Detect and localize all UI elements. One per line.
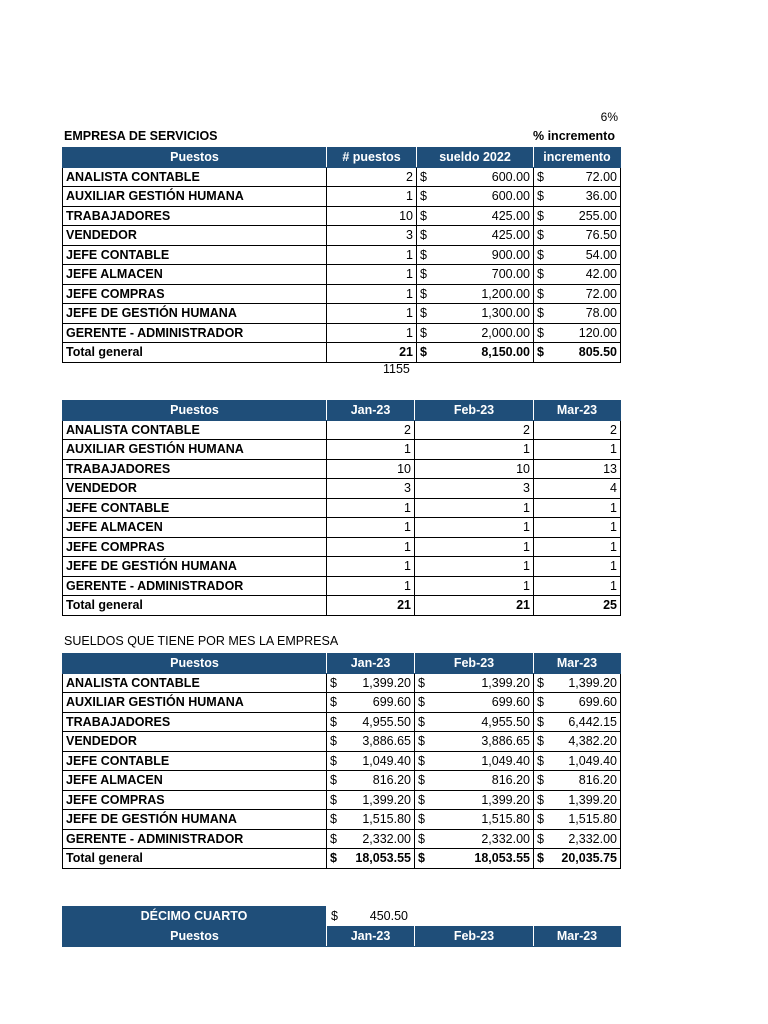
salary-cell-value: 425.00 [491, 208, 530, 223]
mar-cell: 13 [534, 459, 621, 479]
feb-cell [415, 751, 534, 771]
table-header-row [63, 148, 621, 168]
salary-cell-value: 1,300.00 [481, 306, 530, 321]
feb-cell-value: 1,399.20 [481, 675, 530, 690]
table-header-row [63, 401, 621, 421]
currency-symbol: $ [420, 247, 427, 262]
col-header-feb: Feb-23 [415, 401, 534, 421]
total-salary-cell [417, 343, 534, 363]
currency-symbol: $ [420, 306, 427, 321]
feb-cell [415, 712, 534, 732]
col-header-mar: Mar-23 [534, 401, 621, 421]
position-name: JEFE CONTABLE [63, 498, 327, 518]
table-row [63, 790, 621, 810]
table-row [63, 693, 621, 713]
total-mar-cell: 25 [534, 596, 621, 616]
mar-cell-value: 816.20 [578, 773, 617, 788]
feb-cell: 1 [415, 498, 534, 518]
total-jan-cell [327, 849, 415, 869]
table-row [63, 712, 621, 732]
increase-cell-value: 54.00 [585, 247, 617, 262]
total-feb-cell [415, 849, 534, 869]
below-value: 1155 [383, 362, 410, 376]
currency-symbol: $ [420, 189, 427, 204]
table-row [63, 557, 621, 577]
salary-cell [417, 206, 534, 226]
salary-cell [417, 323, 534, 343]
mar-cell [534, 810, 621, 830]
position-name: VENDEDOR [63, 226, 327, 246]
currency-symbol: $ [537, 714, 544, 729]
increase-cell [534, 284, 621, 304]
mar-cell [534, 790, 621, 810]
table-header-row [63, 927, 621, 947]
total-mar-cell-value: 20,035.75 [561, 851, 617, 866]
position-name: TRABAJADORES [63, 206, 327, 226]
salary-cell [417, 304, 534, 324]
currency-symbol: $ [537, 753, 544, 768]
table-row [63, 673, 621, 693]
currency-symbol: $ [420, 169, 427, 184]
col-header-puestos: Puestos [63, 927, 327, 947]
table-row [63, 732, 621, 752]
currency-symbol: $ [418, 773, 425, 788]
jan-cell: 2 [327, 420, 415, 440]
mar-cell-value: 1,399.20 [568, 792, 617, 807]
feb-cell [415, 771, 534, 791]
feb-cell: 1 [415, 557, 534, 577]
feb-cell: 1 [415, 576, 534, 596]
currency-symbol: $ [537, 306, 544, 321]
jan-cell-value: 816.20 [372, 773, 411, 788]
increase-cell-value: 42.00 [585, 267, 617, 282]
col-header-jan: Jan-23 [327, 401, 415, 421]
currency-symbol: $ [537, 695, 544, 710]
currency-symbol: $ [537, 345, 544, 360]
mar-cell: 1 [534, 518, 621, 538]
currency-symbol: $ [330, 734, 337, 749]
feb-cell-value: 1,049.40 [481, 753, 530, 768]
salary-cell [417, 226, 534, 246]
col-header-puestos: Puestos [63, 401, 327, 421]
total-feb-cell-value: 18,053.55 [474, 851, 530, 866]
total-increase-cell [534, 343, 621, 363]
position-name: JEFE DE GESTIÓN HUMANA [63, 304, 327, 324]
currency-symbol: $ [537, 325, 544, 340]
salary-cell [417, 187, 534, 207]
salary-cell-value: 600.00 [491, 169, 530, 184]
count-cell: 1 [327, 187, 417, 207]
position-name: JEFE CONTABLE [63, 245, 327, 265]
total-label: Total general [63, 343, 327, 363]
mar-cell-value: 4,382.20 [568, 734, 617, 749]
mar-cell [534, 693, 621, 713]
position-name: JEFE ALMACEN [63, 771, 327, 791]
total-label: Total general [63, 596, 327, 616]
col-header-puestos: Puestos [63, 148, 327, 168]
position-name: ANALISTA CONTABLE [63, 420, 327, 440]
currency-symbol: $ [537, 675, 544, 690]
increase-cell [534, 265, 621, 285]
currency-symbol: $ [330, 675, 337, 690]
jan-cell: 1 [327, 440, 415, 460]
feb-cell [415, 673, 534, 693]
currency-symbol: $ [418, 734, 425, 749]
jan-cell [327, 771, 415, 791]
position-name: GERENTE - ADMINISTRADOR [63, 576, 327, 596]
table-row [63, 829, 621, 849]
monthly-salaries-table [62, 653, 621, 869]
increase-cell-value: 72.00 [585, 286, 617, 301]
currency-symbol: $ [418, 812, 425, 827]
position-name: JEFE COMPRAS [63, 537, 327, 557]
currency-symbol: $ [330, 792, 337, 807]
increase-cell-value: 36.00 [585, 189, 617, 204]
currency-symbol: $ [420, 228, 427, 243]
count-cell: 1 [327, 323, 417, 343]
table-row [63, 498, 621, 518]
feb-cell [415, 693, 534, 713]
currency-symbol: $ [537, 267, 544, 282]
jan-cell-value: 1,399.20 [362, 675, 411, 690]
percent-value: 6% [600, 110, 618, 124]
total-jan-cell-value: 18,053.55 [355, 851, 411, 866]
table-row [63, 323, 621, 343]
salary-table [62, 147, 621, 363]
feb-cell-value: 3,886.65 [481, 734, 530, 749]
feb-cell-value: 816.20 [491, 773, 530, 788]
total-feb-cell: 21 [415, 596, 534, 616]
currency-symbol: $ [537, 773, 544, 788]
total-salary-cell-value: 8,150.00 [481, 345, 530, 360]
table-row [63, 810, 621, 830]
currency-symbol: $ [537, 286, 544, 301]
position-name: ANALISTA CONTABLE [63, 673, 327, 693]
salary-cell-value: 700.00 [491, 267, 530, 282]
currency-symbol: $ [537, 812, 544, 827]
feb-cell [415, 732, 534, 752]
feb-cell-value: 2,332.00 [481, 831, 530, 846]
mar-cell [534, 751, 621, 771]
currency-symbol: $ [537, 792, 544, 807]
increase-cell [534, 226, 621, 246]
currency-symbol: $ [330, 753, 337, 768]
count-cell: 1 [327, 245, 417, 265]
position-name: VENDEDOR [63, 732, 327, 752]
table-row [63, 751, 621, 771]
feb-cell [415, 810, 534, 830]
currency-symbol: $ [537, 851, 544, 866]
currency-symbol: $ [330, 831, 337, 846]
feb-cell-value: 1,515.80 [481, 812, 530, 827]
table-row [63, 284, 621, 304]
mar-cell: 4 [534, 479, 621, 499]
mar-cell-value: 2,332.00 [568, 831, 617, 846]
salary-cell-value: 600.00 [491, 189, 530, 204]
mar-cell: 1 [534, 498, 621, 518]
col-header-count: # puestos [327, 148, 417, 168]
increase-cell [534, 245, 621, 265]
col-header-mar: Mar-23 [534, 927, 621, 947]
col-header-salary: sueldo 2022 [417, 148, 534, 168]
feb-cell: 10 [415, 459, 534, 479]
feb-cell: 3 [415, 479, 534, 499]
mar-cell: 1 [534, 537, 621, 557]
jan-cell-value: 4,955.50 [362, 714, 411, 729]
mar-cell-value: 1,399.20 [568, 675, 617, 690]
decimo-value: 450.50 [369, 909, 408, 923]
currency-symbol: $ [420, 286, 427, 301]
table-row [63, 304, 621, 324]
jan-cell-value: 699.60 [372, 695, 411, 710]
increase-cell-value: 120.00 [578, 325, 617, 340]
mar-cell: 1 [534, 576, 621, 596]
decimo-label: DÉCIMO CUARTO [62, 906, 326, 926]
table-row [63, 167, 621, 187]
jan-cell [327, 829, 415, 849]
currency-symbol: $ [537, 169, 544, 184]
salary-cell-value: 1,200.00 [481, 286, 530, 301]
jan-cell-value: 1,399.20 [362, 792, 411, 807]
total-row [63, 849, 621, 869]
feb-cell [415, 790, 534, 810]
total-row [63, 343, 621, 363]
feb-cell-value: 1,399.20 [481, 792, 530, 807]
table3-title: SUELDOS QUE TIENE POR MES LA EMPRESA [64, 634, 339, 648]
table-header-row [63, 654, 621, 674]
increase-cell-value: 76.50 [585, 228, 617, 243]
feb-cell: 1 [415, 518, 534, 538]
increase-cell [534, 167, 621, 187]
table-row [63, 537, 621, 557]
table-row [63, 479, 621, 499]
currency-symbol: $ [330, 773, 337, 788]
currency-symbol: $ [537, 208, 544, 223]
count-cell: 1 [327, 284, 417, 304]
mar-cell [534, 732, 621, 752]
jan-cell [327, 673, 415, 693]
feb-cell-value: 699.60 [491, 695, 530, 710]
jan-cell [327, 810, 415, 830]
total-mar-cell [534, 849, 621, 869]
mar-cell-value: 699.60 [578, 695, 617, 710]
increase-cell [534, 304, 621, 324]
feb-cell: 2 [415, 420, 534, 440]
position-name: ANALISTA CONTABLE [63, 167, 327, 187]
currency-symbol: $ [418, 753, 425, 768]
jan-cell-value: 2,332.00 [362, 831, 411, 846]
jan-cell-value: 3,886.65 [362, 734, 411, 749]
feb-cell [415, 829, 534, 849]
jan-cell [327, 790, 415, 810]
position-name: JEFE DE GESTIÓN HUMANA [63, 557, 327, 577]
jan-cell [327, 712, 415, 732]
table-row [63, 771, 621, 791]
table-row [63, 459, 621, 479]
table-row [63, 265, 621, 285]
position-name: JEFE ALMACEN [63, 265, 327, 285]
position-name: JEFE CONTABLE [63, 751, 327, 771]
col-header-feb: Feb-23 [415, 927, 534, 947]
count-cell: 1 [327, 265, 417, 285]
position-name: AUXILIAR GESTIÓN HUMANA [63, 693, 327, 713]
position-name: GERENTE - ADMINISTRADOR [63, 323, 327, 343]
positions-by-month-table [62, 400, 621, 616]
col-header-feb: Feb-23 [415, 654, 534, 674]
currency-symbol: $ [537, 734, 544, 749]
salary-cell [417, 245, 534, 265]
position-name: JEFE DE GESTIÓN HUMANA [63, 810, 327, 830]
increase-cell-value: 72.00 [585, 169, 617, 184]
feb-cell: 1 [415, 440, 534, 460]
mar-cell-value: 1,515.80 [568, 812, 617, 827]
position-name: JEFE ALMACEN [63, 518, 327, 538]
company-title: EMPRESA DE SERVICIOS [64, 129, 218, 143]
currency-symbol: $ [418, 831, 425, 846]
currency-symbol: $ [418, 695, 425, 710]
col-header-puestos: Puestos [63, 654, 327, 674]
increase-cell-value: 78.00 [585, 306, 617, 321]
feb-cell: 1 [415, 537, 534, 557]
jan-cell: 10 [327, 459, 415, 479]
currency-symbol: $ [330, 851, 337, 866]
jan-cell-value: 1,515.80 [362, 812, 411, 827]
table-row [63, 187, 621, 207]
mar-cell [534, 712, 621, 732]
currency-symbol: $ [537, 189, 544, 204]
mar-cell [534, 771, 621, 791]
mar-cell-value: 6,442.15 [568, 714, 617, 729]
increase-cell [534, 323, 621, 343]
currency-symbol: $ [420, 345, 427, 360]
table-row [63, 420, 621, 440]
mar-cell [534, 673, 621, 693]
position-name: TRABAJADORES [63, 459, 327, 479]
currency-symbol: $ [537, 247, 544, 262]
total-row [63, 596, 621, 616]
col-header-increase: incremento [534, 148, 621, 168]
increase-cell [534, 206, 621, 226]
position-name: TRABAJADORES [63, 712, 327, 732]
position-name: JEFE COMPRAS [63, 284, 327, 304]
decimo-currency: $ [331, 909, 338, 923]
total-count-cell: 21 [327, 343, 417, 363]
jan-cell: 1 [327, 537, 415, 557]
currency-symbol: $ [330, 714, 337, 729]
jan-cell [327, 732, 415, 752]
jan-cell: 3 [327, 479, 415, 499]
total-label: Total general [63, 849, 327, 869]
currency-symbol: $ [420, 267, 427, 282]
mar-cell [534, 829, 621, 849]
total-increase-cell-value: 805.50 [578, 345, 617, 360]
salary-cell [417, 167, 534, 187]
salary-cell [417, 265, 534, 285]
currency-symbol: $ [420, 325, 427, 340]
jan-cell [327, 751, 415, 771]
table-row [63, 245, 621, 265]
mar-cell: 1 [534, 557, 621, 577]
mar-cell: 2 [534, 420, 621, 440]
mar-cell: 1 [534, 440, 621, 460]
currency-symbol: $ [418, 851, 425, 866]
count-cell: 3 [327, 226, 417, 246]
mar-cell-value: 1,049.40 [568, 753, 617, 768]
col-header-jan: Jan-23 [327, 927, 415, 947]
position-name: AUXILIAR GESTIÓN HUMANA [63, 187, 327, 207]
col-header-mar: Mar-23 [534, 654, 621, 674]
currency-symbol: $ [537, 831, 544, 846]
increase-cell [534, 187, 621, 207]
table-row [63, 440, 621, 460]
currency-symbol: $ [418, 675, 425, 690]
count-cell: 1 [327, 304, 417, 324]
salary-cell-value: 900.00 [491, 247, 530, 262]
position-name: JEFE COMPRAS [63, 790, 327, 810]
table-row [63, 226, 621, 246]
position-name: VENDEDOR [63, 479, 327, 499]
jan-cell: 1 [327, 557, 415, 577]
col-header-jan: Jan-23 [327, 654, 415, 674]
table-row [63, 576, 621, 596]
table-row [63, 518, 621, 538]
increase-cell-value: 255.00 [578, 208, 617, 223]
currency-symbol: $ [330, 812, 337, 827]
jan-cell: 1 [327, 498, 415, 518]
currency-symbol: $ [330, 695, 337, 710]
currency-symbol: $ [420, 208, 427, 223]
jan-cell: 1 [327, 518, 415, 538]
count-cell: 2 [327, 167, 417, 187]
currency-symbol: $ [418, 792, 425, 807]
salary-cell-value: 2,000.00 [481, 325, 530, 340]
feb-cell-value: 4,955.50 [481, 714, 530, 729]
table-row [63, 206, 621, 226]
position-name: GERENTE - ADMINISTRADOR [63, 829, 327, 849]
currency-symbol: $ [418, 714, 425, 729]
jan-cell: 1 [327, 576, 415, 596]
currency-symbol: $ [537, 228, 544, 243]
percent-label: % incremento [533, 129, 615, 143]
position-name: AUXILIAR GESTIÓN HUMANA [63, 440, 327, 460]
decimo-table [62, 926, 621, 947]
jan-cell-value: 1,049.40 [362, 753, 411, 768]
salary-cell-value: 425.00 [491, 228, 530, 243]
salary-cell [417, 284, 534, 304]
count-cell: 10 [327, 206, 417, 226]
total-jan-cell: 21 [327, 596, 415, 616]
jan-cell [327, 693, 415, 713]
